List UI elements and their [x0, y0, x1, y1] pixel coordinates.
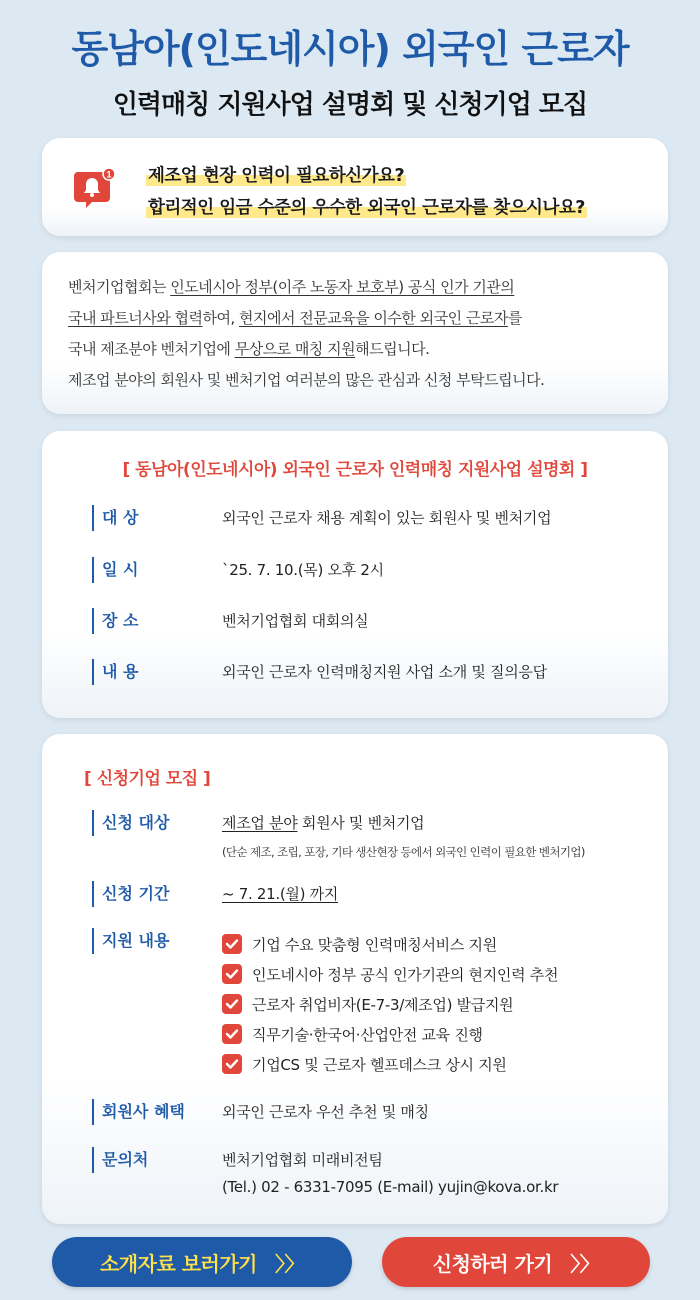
- question-card: [42, 138, 668, 236]
- place-value: 벤처기업협회 대회의실: [222, 612, 369, 630]
- place-label: 장 소: [92, 608, 138, 634]
- checkbox-checked-icon: [222, 934, 242, 954]
- seminar-info-card: [42, 431, 668, 718]
- view-intro-material-label: 소개자료 보러가기: [99, 1251, 258, 1276]
- apply-target-value: 제조업 분야 회원사 및 벤처기업: [222, 814, 425, 832]
- contact-info: (Tel.) 02 - 6331-7095 (E-mail) yujin@kova.or.kr: [222, 1178, 559, 1196]
- notification-badge: 1: [106, 169, 112, 180]
- bell-notification-icon: [72, 168, 116, 208]
- apply-period-label: 신청 기간: [92, 881, 169, 907]
- content-label: 내 용: [92, 659, 138, 685]
- support-item: 인도네시아 정부 공식 인가기관의 현지인력 추천: [222, 962, 558, 986]
- question-line-2: 합리적인 임금 수준의 우수한 외국인 근로자를 찾으시나요?: [148, 198, 585, 218]
- view-intro-material-button[interactable]: [52, 1237, 352, 1287]
- apply-target-note: (단순 제조, 조립, 포장, 기타 생산현장 등에서 외국인 인력이 필요한 벤처기업): [222, 845, 585, 859]
- checkbox-checked-icon: [222, 1024, 242, 1044]
- datetime-label: 일 시: [92, 557, 138, 583]
- support-item: 근로자 취업비자(E-7-3/제조업) 발급지원: [222, 992, 513, 1016]
- checkbox-checked-icon: [222, 994, 242, 1014]
- support-item: 기업CS 및 근로자 헬프데스크 상시 지원: [222, 1052, 507, 1076]
- apply-period-value: ~ 7. 21.(월) 까지: [222, 885, 339, 903]
- contact-team: 벤처기업협회 미래비전팀: [222, 1151, 383, 1169]
- support-label: 지원 내용: [92, 928, 169, 954]
- seminar-heading: [ 동남아(인도네시아) 외국인 근로자 인력매칭 지원사업 설명회 ]: [122, 460, 588, 480]
- sub-title: 인력매칭 지원사업 설명회 및 신청기업 모집: [112, 90, 588, 120]
- recruit-card: [42, 734, 668, 1224]
- checkbox-checked-icon: [222, 1054, 242, 1074]
- contact-label: 문의처: [92, 1147, 148, 1173]
- intro-card: [42, 252, 668, 414]
- recruit-heading: [ 신청기업 모집 ]: [84, 769, 211, 789]
- question-line-1: 제조업 현장 인력이 필요하신가요?: [148, 166, 405, 186]
- member-benefit-value: 외국인 근로자 우선 추천 및 매칭: [222, 1103, 429, 1121]
- double-chevron-right-icon: 〉〉: [570, 1251, 600, 1276]
- intro-text: 벤처기업협회는 인도네시아 정부(이주 노동자 보호부) 공식 인가 기관의 국내 파트너사와 협력하여, 현지에서 전문교육을 이수한 외국인 근로자를 국내 제조분야 벤처기업에 무상으로 매칭 지원해드립니다. 제조업 분야의 회원사 및 벤처기업 여러분의 많은 관심과 신청 부탁드립니다.: [68, 278, 545, 389]
- double-chevron-right-icon: 〉〉: [275, 1251, 305, 1276]
- apply-label: 신청하러 가기: [432, 1251, 553, 1276]
- member-benefit-label: 회원사 혜택: [92, 1099, 185, 1125]
- support-item: 직무기술·한국어·산업안전 교육 진행: [222, 1022, 483, 1046]
- datetime-value: `25. 7. 10.(목) 오후 2시: [222, 561, 384, 579]
- target-label: 대 상: [92, 505, 138, 531]
- main-title: 동남아(인도네시아) 외국인 근로자: [71, 27, 629, 71]
- content-value: 외국인 근로자 인력매칭지원 사업 소개 및 질의응답: [222, 663, 547, 681]
- support-item: 기업 수요 맞춤형 인력매칭서비스 지원: [222, 932, 497, 956]
- apply-target-label: 신청 대상: [92, 810, 169, 836]
- target-value: 외국인 근로자 채용 계획이 있는 회원사 및 벤처기업: [222, 509, 552, 527]
- checkbox-checked-icon: [222, 964, 242, 984]
- apply-button[interactable]: [382, 1237, 650, 1287]
